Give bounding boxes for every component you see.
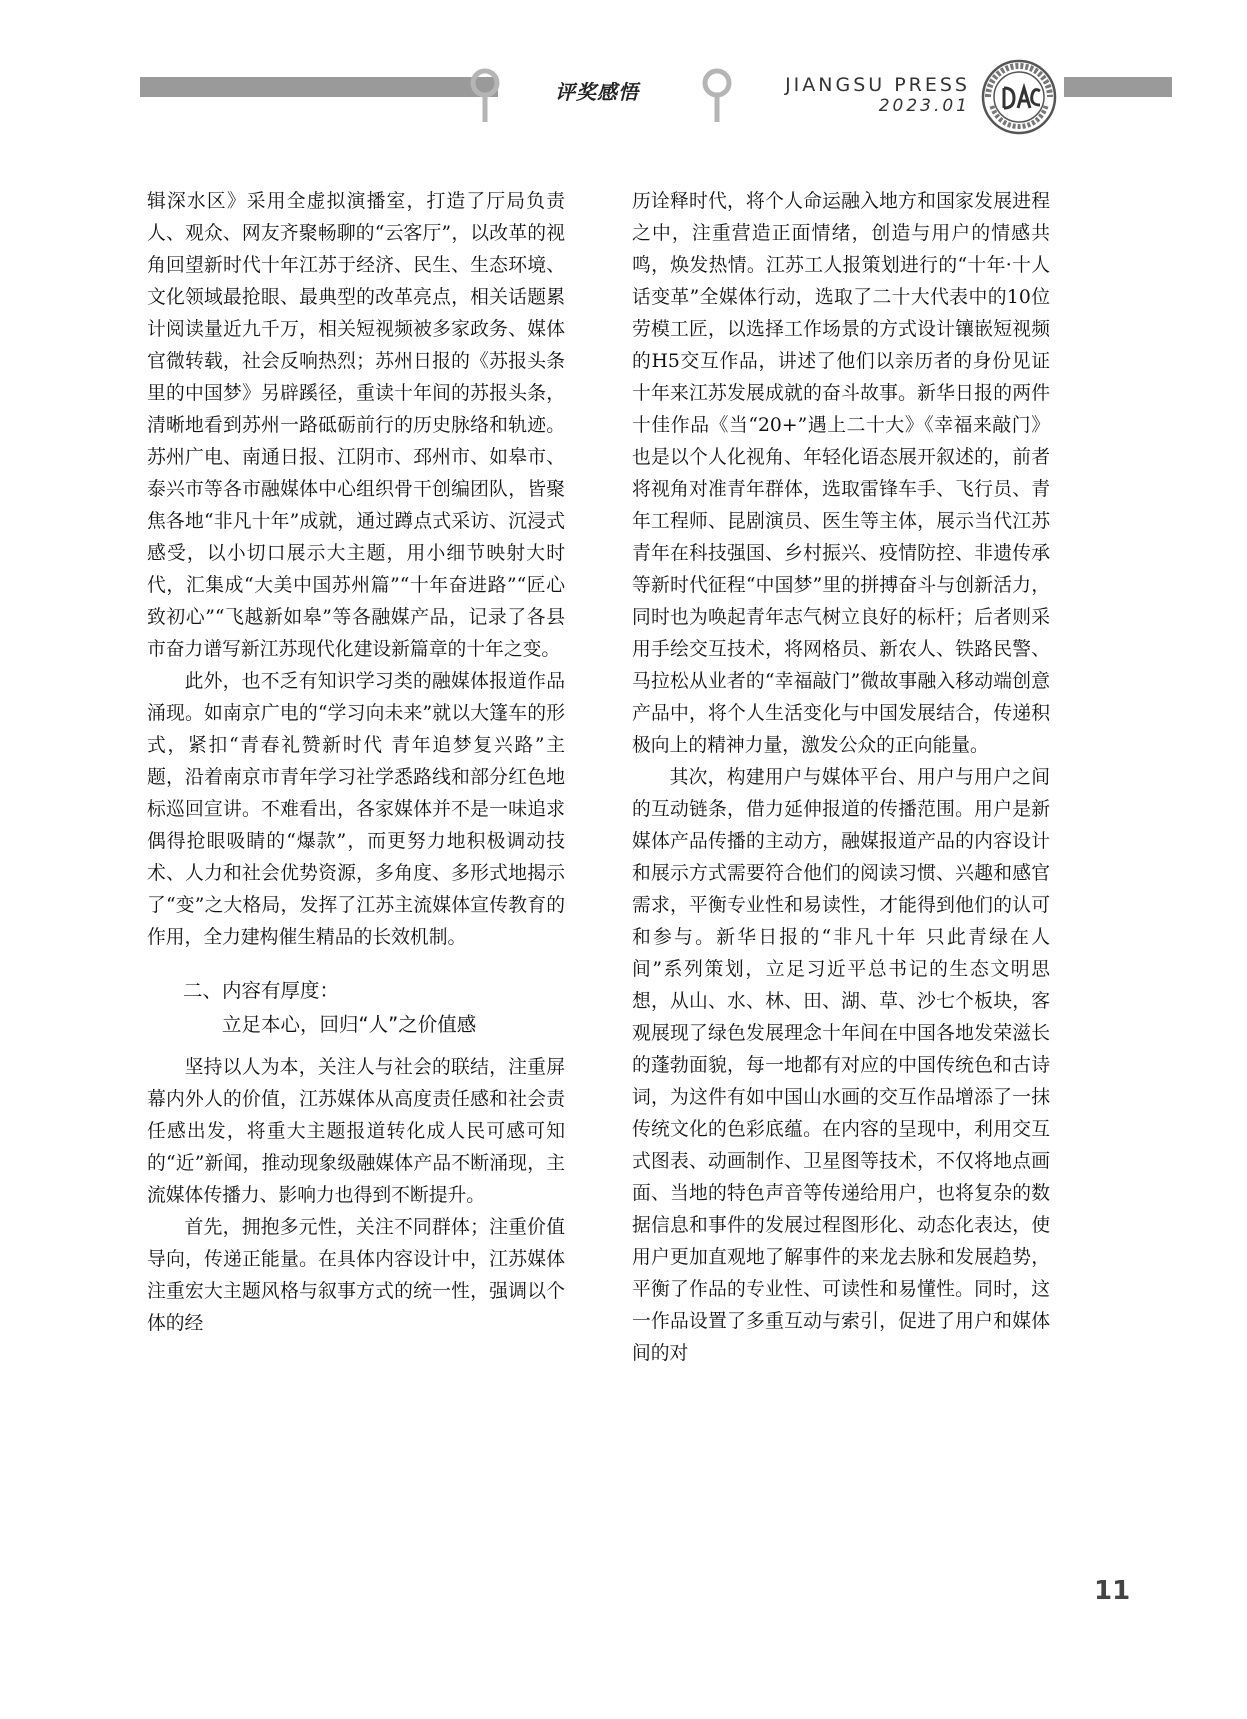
paragraph: 首先，拥抱多元性，关注不同群体；注重价值导向，传递正能量。在具体内容设计中，江苏媒体注重宏大主题风格与叙事方式的统一性，强调以个体的经: [147, 1217, 565, 1334]
section-heading-line1: 二、内容有厚度：: [183, 979, 340, 1002]
section-heading-line2: 立足本心，回归“人”之价值感: [222, 1013, 477, 1036]
issue-number: 2023.01: [878, 96, 970, 116]
header-bar-right: [1064, 77, 1172, 97]
paragraph: 此外，也不乏有知识学习类的融媒体报道作品涌现。如南京广电的“学习向未来”就以大篷车的形式，紧扣“青春礼赞新时代 青年追梦复兴路”主题，沿着南京市青年学习社学悉路线和部分红色地标巡回宣讲。不难看出，各家媒体并不是一味追求偶得抢眼吸睛的“爆款”，而更努力地积极调动技术、人力和社会优势资源，多角度、多形式地揭示了“变”之大格局，发挥了江苏主流媒体宣传教育的作用，全力建构催生精品的长效机制。: [147, 671, 565, 948]
map-pin-icon: [470, 68, 500, 124]
paragraph: 历诠释时代，将个人命运融入地方和国家发展进程之中，注重营造正面情绪，创造与用户的情感共鸣，焕发热情。江苏工人报策划进行的“十年·十人话变革”全媒体行动，选取了二十大代表中的10位劳模工匠，以选择工作场景的方式设计镶嵌短视频的H5交互作品，讲述了他们以亲历者的身份见证十年来江苏发展成就的奋斗故事。新华日报的两件十佳作品《当“20+”遇上二十大》《幸福来敲门》也是以个人化视角、年轻化语态展开叙述的，前者将视角对准青年群体，选取雷锋车手、飞行员、青年工程师、昆剧演员、医生等主体，展示当代江苏青年在科技强国、乡村振兴、疫情防控、非遗传承等新时代征程“中国梦”里的拼搏奋斗与创新活力，同时也为唤起青年志气树立良好的标杆；后者则采用手绘交互技术，将网格员、新农人、铁路民警、马拉松从业者的“幸福敲门”微故事融入移动端创意产品中，将个人生活变化与中国发展结合，传递积极向上的精神力量，激发公众的正向能量。: [632, 191, 1050, 756]
map-pin-icon: [702, 68, 732, 124]
magazine-seal-logo: [980, 58, 1058, 136]
paragraph: 其次，构建用户与媒体平台、用户与用户之间的互动链条，借力延伸报道的传播范围。用户是新媒体产品传播的主动方，融媒报道产品的内容设计和展示方式需要符合他们的阅读习惯、兴趣和感官需求，平衡专业性和易读性，才能得到他们的认可和参与。新华日报的“非凡十年 只此青绿在人间”系列策划，立足习近平总书记的生态文明思想，从山、水、林、田、湖、草、沙七个板块，客观展现了绿色发展理念十年间在中国各地发荣滋长的蓬勃面貌，每一地都有对应的中国传统色和古诗词，为这件有如中国山水画的交互作品增添了一抹传统文化的色彩底蕴。在内容的呈现中，利用交互式图表、动画制作、卫星图等技术，不仅将地点画面、当地的特色声音等传递给用户，也将复杂的数据信息和事件的发展过程图形化、动态化表达，使用户更加直观地了解事件的来龙去脉和发展趋势，平衡了作品的专业性、可读性和易懂性。同时，这一作品设置了多重互动与索引，促进了用户和媒体间的对: [632, 767, 1050, 1364]
right-column: [632, 186, 1050, 1370]
page-number: 11: [1094, 1576, 1131, 1606]
paragraph: 坚持以人为本，关注人与社会的联结，注重屏幕内外人的价值，江苏媒体从高度责任感和社会责任感出发，将重大主题报道转化成人民可感可知的“近”新闻，推动现象级融媒体产品不断涌现，主流媒体传播力、影响力也得到不断提升。: [147, 1057, 565, 1206]
magazine-name: JIANGSU PRESS: [785, 74, 970, 96]
section-heading: [147, 974, 565, 1042]
section-title: 评奖感悟: [555, 80, 639, 104]
left-column: [147, 186, 565, 1340]
header-bar-left: [140, 77, 498, 97]
paragraph: 辑深水区》采用全虚拟演播室，打造了厅局负责人、观众、网友齐聚畅聊的“云客厅”，以改革的视角回望新时代十年江苏于经济、民生、生态环境、文化领域最抢眼、最典型的改革亮点，相关话题累计阅读量近九千万，相关短视频被多家政务、媒体官微转载，社会反响热烈；苏州日报的《苏报头条里的中国梦》另辟蹊径，重读十年间的苏报头条，清晰地看到苏州一路砥砺前行的历史脉络和轨迹。苏州广电、南通日报、江阴市、邳州市、如皋市、泰兴市等各市融媒体中心组织骨干创编团队，皆聚焦各地“非凡十年”成就，通过蹲点式采访、沉浸式感受，以小切口展示大主题，用小细节映射大时代，汇集成“大美中国苏州篇”“十年奋进路”“匠心致初心”“飞越新如皋”等各融媒产品，记录了各县市奋力谱写新江苏现代化建设新篇章的十年之变。: [147, 191, 565, 660]
